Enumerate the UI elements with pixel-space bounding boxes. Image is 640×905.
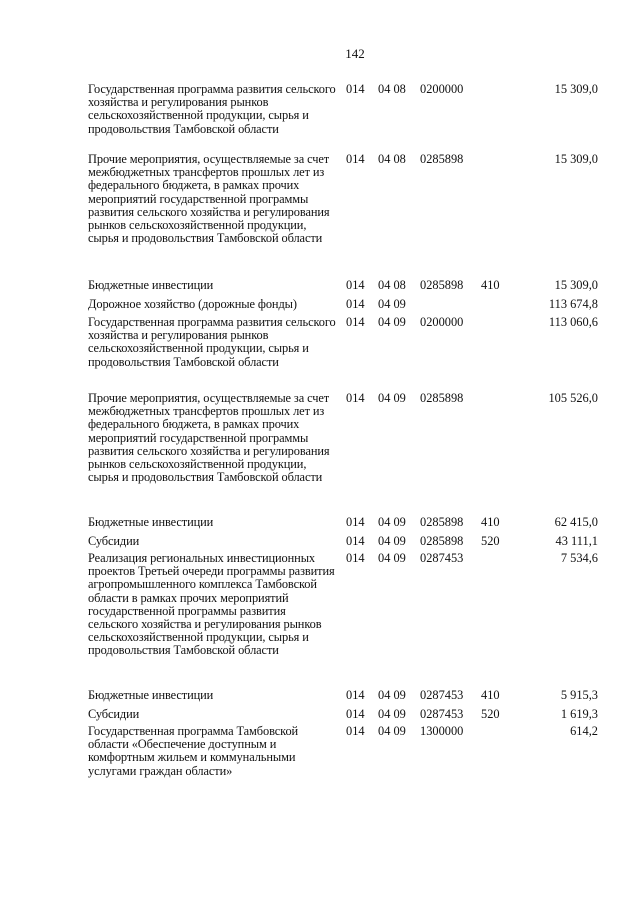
row-name: Прочие мероприятия, осуществляемые за счет межбюджетных трансфертов прошлых лет из федерального бюджета, в рамках прочих мероприятий государственной программы развития сельского хозяйства и регулирования рынков сельскохозяйственной продукции, сырья и продовольствия Тамбовской области: [88, 152, 330, 246]
row-name: Реализация региональных инвестиционных проектов Третьей очереди программы развития агропромышленного комплекса Тамбовской области в рамках прочих мероприятий государственной программы развития сельского хозяйства и регулирования рынков сельскохозяйственной продукции, сырья и продовольствия Тамбовской области: [88, 551, 335, 658]
row-expense-type: 520: [481, 707, 500, 721]
row-ministry-code: 014: [346, 278, 365, 292]
row-ministry-code: 014: [346, 152, 365, 166]
table-row: [88, 552, 598, 689]
row-amount: 15 309,0: [554, 278, 598, 292]
row-name: Субсидии: [88, 534, 140, 548]
row-name: Бюджетные инвестиции: [88, 688, 214, 702]
row-amount: 614,2: [570, 724, 598, 738]
table-row: [88, 708, 598, 725]
row-expense-type: 410: [481, 515, 500, 529]
table-row: [88, 279, 598, 298]
row-name: Субсидии: [88, 707, 140, 721]
table-row: [88, 316, 598, 392]
row-section-code: 04 08: [378, 82, 406, 96]
table-row: [88, 83, 598, 153]
table-row: [88, 153, 598, 279]
table-row: [88, 516, 598, 535]
row-amount: 113 674,8: [548, 297, 598, 311]
row-section-code: 04 09: [378, 315, 406, 329]
row-amount: 62 415,0: [554, 515, 598, 529]
row-ministry-code: 014: [346, 707, 365, 721]
row-ministry-code: 014: [346, 391, 365, 405]
row-ministry-code: 014: [346, 534, 365, 548]
row-name: Государственная программа развития сельского хозяйства и регулирования рынков сельскохозяйственной продукции, сырья и продовольствия Тамбовской области: [88, 315, 336, 369]
row-article-code: 0287453: [420, 707, 464, 721]
row-ministry-code: 014: [346, 551, 365, 565]
row-amount: 105 526,0: [548, 391, 598, 405]
row-ministry-code: 014: [346, 724, 365, 738]
row-ministry-code: 014: [346, 515, 365, 529]
row-article-code: 0285898: [420, 278, 464, 292]
row-article-code: 0200000: [420, 315, 464, 329]
row-ministry-code: 014: [346, 82, 365, 96]
page-number: 142: [345, 46, 365, 61]
table-row: [88, 535, 598, 552]
row-section-code: 04 09: [378, 707, 406, 721]
row-section-code: 04 09: [378, 391, 406, 405]
row-amount: 1 619,3: [560, 707, 598, 721]
row-name: Бюджетные инвестиции: [88, 278, 214, 292]
row-section-code: 04 09: [378, 551, 406, 565]
row-article-code: 0200000: [420, 82, 464, 96]
row-article-code: 0287453: [420, 688, 464, 702]
row-article-code: 1300000: [420, 724, 464, 738]
row-article-code: 0287453: [420, 551, 464, 565]
row-amount: 43 111,1: [555, 534, 598, 548]
table-row: [88, 725, 598, 785]
row-section-code: 04 09: [378, 724, 406, 738]
table-row: [88, 392, 598, 516]
row-amount: 5 915,3: [560, 688, 598, 702]
row-expense-type: 410: [481, 278, 500, 292]
table-row: [88, 298, 598, 316]
row-name: Государственная программа Тамбовской области «Обеспечение доступным и комфортным жильем и коммунальными услугами граждан области»: [88, 724, 299, 778]
row-section-code: 04 08: [378, 278, 406, 292]
row-ministry-code: 014: [346, 297, 365, 311]
row-name: Государственная программа развития сельского хозяйства и регулирования рынков сельскохозяйственной продукции, сырья и продовольствия Тамбовской области: [88, 82, 336, 136]
budget-table: [88, 83, 598, 785]
row-article-code: 0285898: [420, 515, 464, 529]
row-section-code: 04 08: [378, 152, 406, 166]
row-name: Дорожное хозяйство (дорожные фонды): [88, 297, 297, 311]
row-ministry-code: 014: [346, 315, 365, 329]
row-ministry-code: 014: [346, 688, 365, 702]
table-row: [88, 689, 598, 708]
row-amount: 15 309,0: [554, 152, 598, 166]
row-section-code: 04 09: [378, 534, 406, 548]
row-amount: 7 534,6: [560, 551, 598, 565]
row-amount: 15 309,0: [554, 82, 598, 96]
row-expense-type: 520: [481, 534, 500, 548]
row-section-code: 04 09: [378, 297, 406, 311]
row-amount: 113 060,6: [548, 315, 598, 329]
row-article-code: 0285898: [420, 534, 464, 548]
row-section-code: 04 09: [378, 688, 406, 702]
row-section-code: 04 09: [378, 515, 406, 529]
row-name: Бюджетные инвестиции: [88, 515, 214, 529]
row-article-code: 0285898: [420, 391, 464, 405]
row-name: Прочие мероприятия, осуществляемые за счет межбюджетных трансфертов прошлых лет из федерального бюджета, в рамках прочих мероприятий государственной программы развития сельского хозяйства и регулирования рынков сельскохозяйственной продукции, сырья и продовольствия Тамбовской области: [88, 391, 330, 485]
row-article-code: 0285898: [420, 152, 464, 166]
row-expense-type: 410: [481, 688, 500, 702]
